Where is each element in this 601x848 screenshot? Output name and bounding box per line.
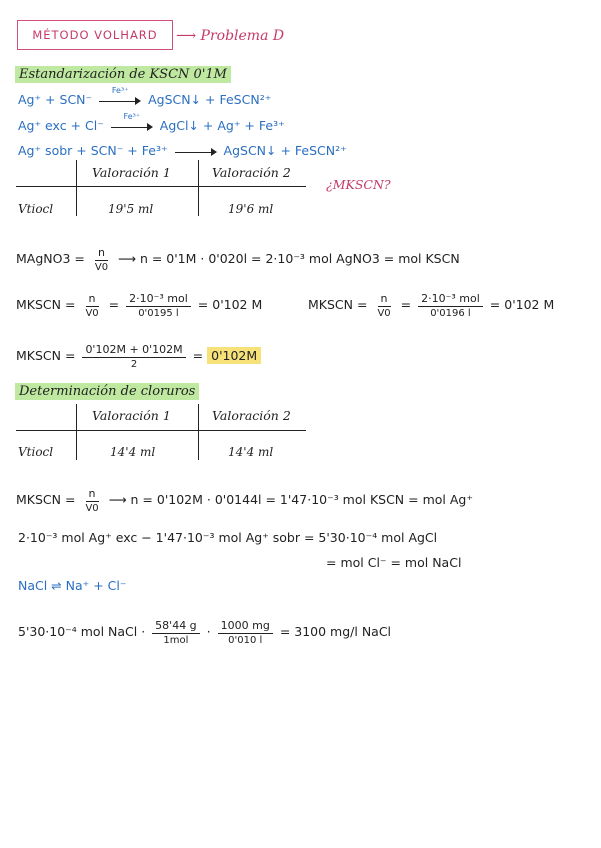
frac-num: n [95, 246, 108, 261]
frac-den: V0 [94, 262, 109, 273]
reaction-2-arrow [111, 111, 153, 133]
table1-vline-2 [198, 160, 199, 216]
final-calc-lhs: 5'30·10⁻⁴ mol NaCl · [18, 624, 146, 639]
frac-den: V0 [377, 308, 391, 319]
table2-row-label: Vtiocl [18, 445, 54, 459]
table2-header-2: Valoración 2 [212, 408, 291, 423]
frac-num: n [378, 292, 391, 307]
dissociation-equation: NaCl ⇌ Na⁺ + Cl⁻ [18, 578, 127, 593]
frac-den: 0'0195 l [138, 308, 179, 319]
fraction-conversion [218, 619, 273, 646]
calc1-line3: MKSCN = $\frac{0'102M + 0'102M}{2}$ = 0'102M [16, 343, 261, 370]
table2-header-1: Valoración 1 [92, 408, 171, 423]
calc2-line1-lhs: MKSCN = [16, 492, 76, 507]
calc1-line2b: MKSCN = $\frac{n}{V0}$ = $\frac{\text{2·10⁻³ mol}}{0'0196 l}$ = 0'102 M [308, 292, 555, 319]
table2-hline [16, 430, 306, 431]
calc1-line3-lhs: MKSCN = [16, 348, 76, 363]
calc1-line1-rhs: n = 0'1M · 0'020l = 2·10⁻³ mol AgNO3 = mol KSCN [139, 251, 460, 266]
table1-header-1: Valoración 1 [92, 165, 171, 180]
reaction-2-rhs: AgCl↓ + Ag⁺ + Fe³⁺ [159, 118, 285, 133]
fraction-average [82, 343, 185, 370]
frac-den: 0'010 l [228, 635, 263, 646]
calc1-line2b-result: = 0'102 M [489, 297, 555, 312]
frac-den: 2 [130, 359, 138, 370]
frac-num: 58'44 g [152, 619, 200, 634]
table2-value-2: 14'4 ml [228, 445, 274, 459]
calc1-line3-result: 0'102M [207, 347, 261, 364]
calc2-line2: 2·10⁻³ mol Ag⁺ exc − 1'47·10⁻³ mol Ag⁺ sobr = 5'30·10⁻⁴ mol AgCl [18, 530, 438, 545]
table2-vline-1 [76, 404, 77, 460]
table1-value-1: 19'5 ml [108, 202, 154, 216]
reaction-3-lhs: Ag⁺ sobr + SCN⁻ + Fe³⁺ [18, 143, 168, 158]
reaction-1-catalyst: Fe³⁺ [111, 85, 129, 95]
arrow-icon: ⟶ [108, 492, 127, 507]
arrow-icon: ⟶ [176, 28, 197, 44]
fraction-n-v [92, 246, 111, 273]
section1-title: Estandarización de KSCN 0'1M [15, 66, 231, 83]
calc1-line1-lhs: MAgNO3 = [16, 251, 85, 266]
reaction-1 [18, 85, 272, 107]
calc2-line1 [16, 487, 473, 514]
fraction-n-v [374, 292, 393, 319]
arrow-icon: ⟶ [118, 251, 136, 266]
method-title: MÉTODO VOLHARD [32, 28, 158, 42]
frac-num: n [86, 487, 99, 502]
table1-header-2: Valoración 2 [212, 165, 291, 180]
table1-vline-1 [76, 160, 77, 216]
final-calc-result: = 3100 mg/l NaCl [279, 624, 392, 639]
frac-num: 0'102M + 0'102M [82, 343, 185, 358]
calc2-line1-rhs: n = 0'102M · 0'0144l = 1'47·10⁻³ mol KSCN = mol Ag⁺ [130, 492, 473, 507]
calc1-line2a-result: = 0'102 M [197, 297, 263, 312]
frac-den: V0 [85, 308, 99, 319]
reaction-1-rhs: AgSCN↓ + FeSCN²⁺ [148, 92, 272, 107]
table2-value-1: 14'4 ml [110, 445, 156, 459]
fraction-mol-vol [126, 292, 191, 319]
method-title-box [17, 20, 173, 50]
frac-num: 1000 mg [218, 619, 273, 634]
reaction-3-rhs: AgSCN↓ + FeSCN²⁺ [223, 143, 347, 158]
final-calc: 5'30·10⁻⁴ mol NaCl · $\frac{58'44 g}{\text{1mol}}$ · $\frac{1000 mg}{0'010 l}$ = 3100 mg/l NaCl [18, 619, 392, 646]
frac-num: 2·10⁻³ mol [418, 292, 483, 307]
calc1-line1 [16, 246, 460, 273]
frac-num: 2·10⁻³ mol [126, 292, 191, 307]
table1-hline [16, 186, 306, 187]
reaction-3-arrow [175, 146, 217, 158]
table1-value-2: 19'6 ml [228, 202, 274, 216]
reaction-2-catalyst: Fe³⁺ [123, 111, 141, 121]
reaction-2-lhs: Ag⁺ exc + Cl⁻ [18, 118, 104, 133]
frac-den: 1mol [163, 635, 189, 646]
problem-text: Problema D [200, 28, 285, 44]
calc1-line2a: MKSCN = $\frac{n}{V0}$ = $\frac{\text{2·10⁻³ mol}}{0'0195 l}$ = 0'102 M [16, 292, 263, 319]
calc1-line2a-lhs: MKSCN = [16, 297, 76, 312]
question-label: ¿MKSCN? [326, 177, 391, 192]
calc2-line3: = mol Cl⁻ = mol NaCl [326, 555, 462, 570]
fraction-mol-vol [418, 292, 483, 319]
fraction-n-v [82, 487, 101, 514]
reaction-1-arrow [99, 85, 141, 107]
reaction-3 [18, 143, 347, 158]
section2-title: Determinación de cloruros [15, 383, 199, 400]
frac-num: n [86, 292, 99, 307]
reaction-1-lhs: Ag⁺ + SCN⁻ [18, 92, 93, 107]
fraction-molar-mass [152, 619, 200, 646]
problem-label [176, 28, 284, 44]
reaction-2 [18, 111, 285, 133]
frac-den: V0 [85, 503, 99, 514]
table1-row-label: Vtiocl [18, 202, 54, 216]
table2-vline-2 [198, 404, 199, 460]
fraction-n-v [82, 292, 101, 319]
frac-den: 0'0196 l [430, 308, 471, 319]
calc1-line2b-lhs: MKSCN = [308, 297, 368, 312]
